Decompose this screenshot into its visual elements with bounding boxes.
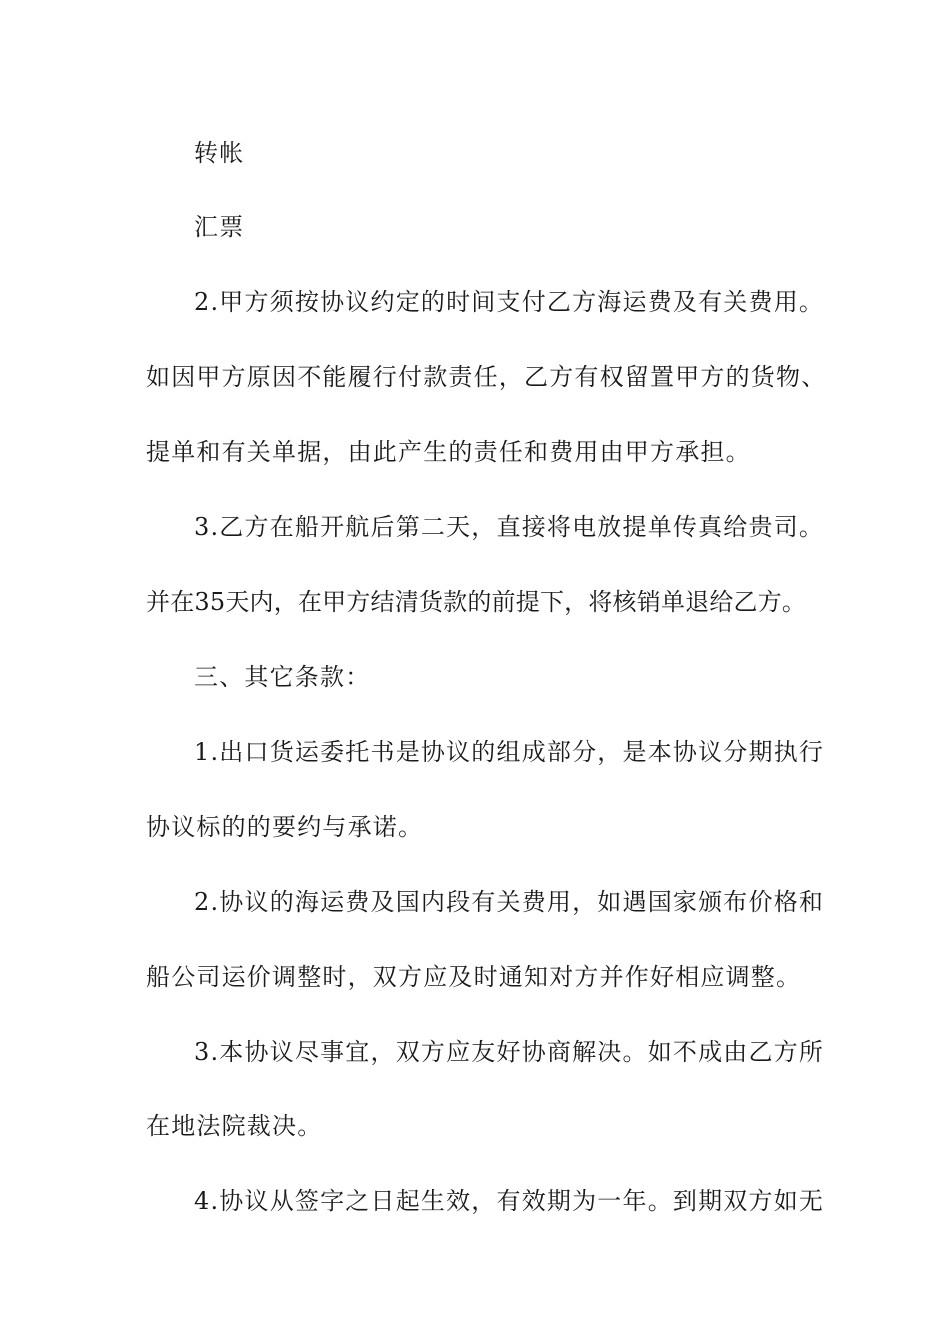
clause-2-line-1: 2.甲方须按协议约定的时间支付乙方海运费及有关费用。 — [194, 288, 825, 316]
other-term-1-line-2: 协议标的的要约与承诺。 — [146, 813, 424, 841]
other-term-1-line-1: 1.出口货运委托书是协议的组成部分，是本协议分期执行 — [194, 738, 825, 766]
payment-method-transfer: 转帐 — [194, 139, 245, 167]
other-term-2-line-1: 2.协议的海运费及国内段有关费用，如遇国家颁布价格和 — [194, 888, 825, 916]
other-term-2-line-2: 船公司运价调整时，双方应及时通知对方并作好相应调整。 — [146, 963, 802, 991]
other-term-4-line-1: 4.协议从签字之日起生效，有效期为一年。到期双方如无 — [194, 1187, 825, 1215]
other-term-3-line-1: 3.本协议尽事宜，双方应友好协商解决。如不成由乙方所 — [194, 1038, 825, 1066]
clause-2-line-2: 如因甲方原因不能履行付款责任，乙方有权留置甲方的货物、 — [146, 363, 827, 391]
clause-3-line-2: 并在35天内，在甲方结清货款的前提下，将核销单退给乙方。 — [146, 588, 807, 616]
payment-method-draft: 汇票 — [194, 213, 245, 241]
clause-2-line-3: 提单和有关单据，由此产生的责任和费用由甲方承担。 — [146, 438, 751, 466]
section-heading-other-terms: 三、其它条款： — [194, 663, 371, 691]
other-term-3-line-2: 在地法院裁决。 — [146, 1112, 323, 1140]
clause-3-line-1: 3.乙方在船开航后第二天，直接将电放提单传真给贵司。 — [194, 513, 825, 541]
